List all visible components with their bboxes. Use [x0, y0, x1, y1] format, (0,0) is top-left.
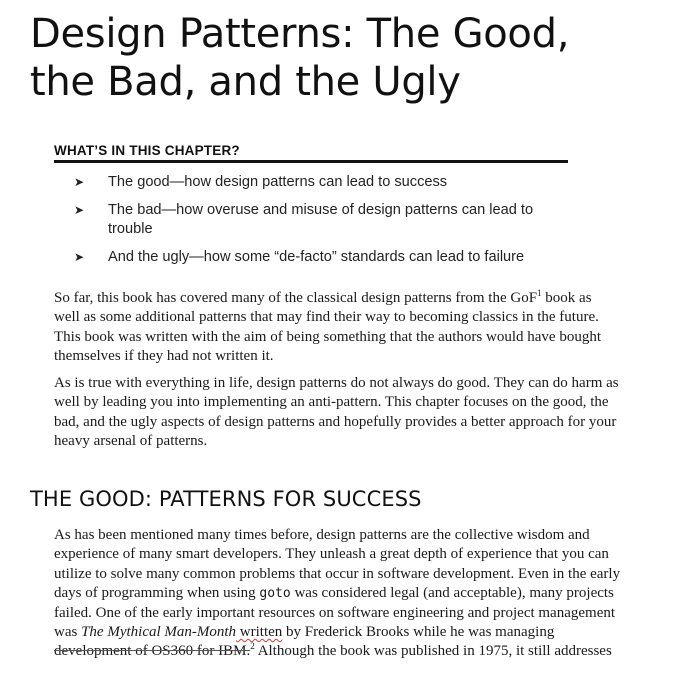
text-line: heavy arsenal of patterns.: [54, 433, 208, 450]
list-item-text: The good—how design patterns can lead to success: [108, 174, 448, 190]
list-item-text-continued: trouble: [108, 221, 153, 237]
text-line: [54, 623, 688, 642]
list-item-text: The bad—how overuse and misuse of design patterns can lead to: [108, 202, 534, 218]
footnote-ref-1[interactable]: 1: [537, 288, 542, 298]
inline-code: goto: [259, 586, 291, 602]
text-run: book as: [541, 290, 592, 306]
whats-in-this-chapter-box: [54, 142, 568, 276]
spellcheck-marked-text: written: [236, 624, 283, 641]
book-title-italic: The Mythical Man-Month: [81, 624, 237, 641]
arrow-bullet-icon: ➤: [74, 203, 85, 217]
footnote-ref-2[interactable]: 2: [250, 641, 255, 652]
text-line: well as some additional patterns that may find their way to becoming classics in the future.: [54, 309, 599, 326]
text-line: well by leading you into implementing an anti-pattern. This chapter focuses on the good, the: [54, 394, 609, 411]
list-item: [54, 173, 568, 192]
list-item: [54, 248, 568, 267]
text-line: As has been mentioned many times before, design patterns are the collective wisdom and: [54, 527, 590, 543]
text-line: [54, 289, 688, 308]
intro-paragraph: [54, 289, 688, 367]
section-paragraph: [54, 526, 688, 662]
chapter-title-line-1: Design Patterns: The Good,: [30, 11, 570, 57]
text-line: [54, 584, 688, 603]
text-line: This book was written with the aim of being something that the authors would have bought: [54, 328, 601, 345]
text-line: bad, and the ugly aspects of design patterns and hopefully provides a better approach for your: [54, 413, 617, 430]
text-run: Although the book was published in 1975, it still addresses: [254, 643, 612, 660]
section-heading: THE GOOD: PATTERNS FOR SUCCESS: [30, 487, 422, 511]
text-run: by Frederick Brooks while he was managing: [282, 624, 555, 641]
text-line: As is true with everything in life, design patterns do not always do good. They can do harm as: [54, 375, 619, 391]
struck-text: development of OS360 for IBM.: [54, 643, 251, 660]
text-line: [54, 642, 688, 661]
arrow-bullet-icon: ➤: [74, 250, 85, 264]
text-run: days of programming when using: [54, 585, 260, 602]
whats-in-this-chapter-heading: WHAT’S IN THIS CHAPTER?: [54, 142, 568, 163]
text-line: failed. One of the early important resources on software engineering and project management: [54, 604, 616, 621]
text-line: utilize to solve many common problems that occur in software development. Even in the early: [54, 565, 621, 582]
text-run: So far, this book has covered many of the classical design patterns from the GoF: [54, 290, 538, 306]
arrow-bullet-icon: ➤: [74, 175, 85, 189]
list-item-text: And the ugly—how some “de-facto” standards can lead to failure: [108, 249, 525, 265]
text-run: was considered legal (and acceptable), many projects: [290, 585, 614, 602]
text-line: experience of many smart developers. They unleash a great depth of experience that you can: [54, 546, 609, 563]
second-paragraph: [54, 374, 688, 452]
list-item: [54, 201, 568, 239]
chapter-summary-list: [54, 173, 568, 267]
chapter-title: [30, 10, 569, 106]
text-run: was: [54, 624, 82, 641]
text-line: themselves if they had not written it.: [54, 348, 274, 365]
chapter-title-line-2: the Bad, and the Ugly: [30, 59, 461, 105]
